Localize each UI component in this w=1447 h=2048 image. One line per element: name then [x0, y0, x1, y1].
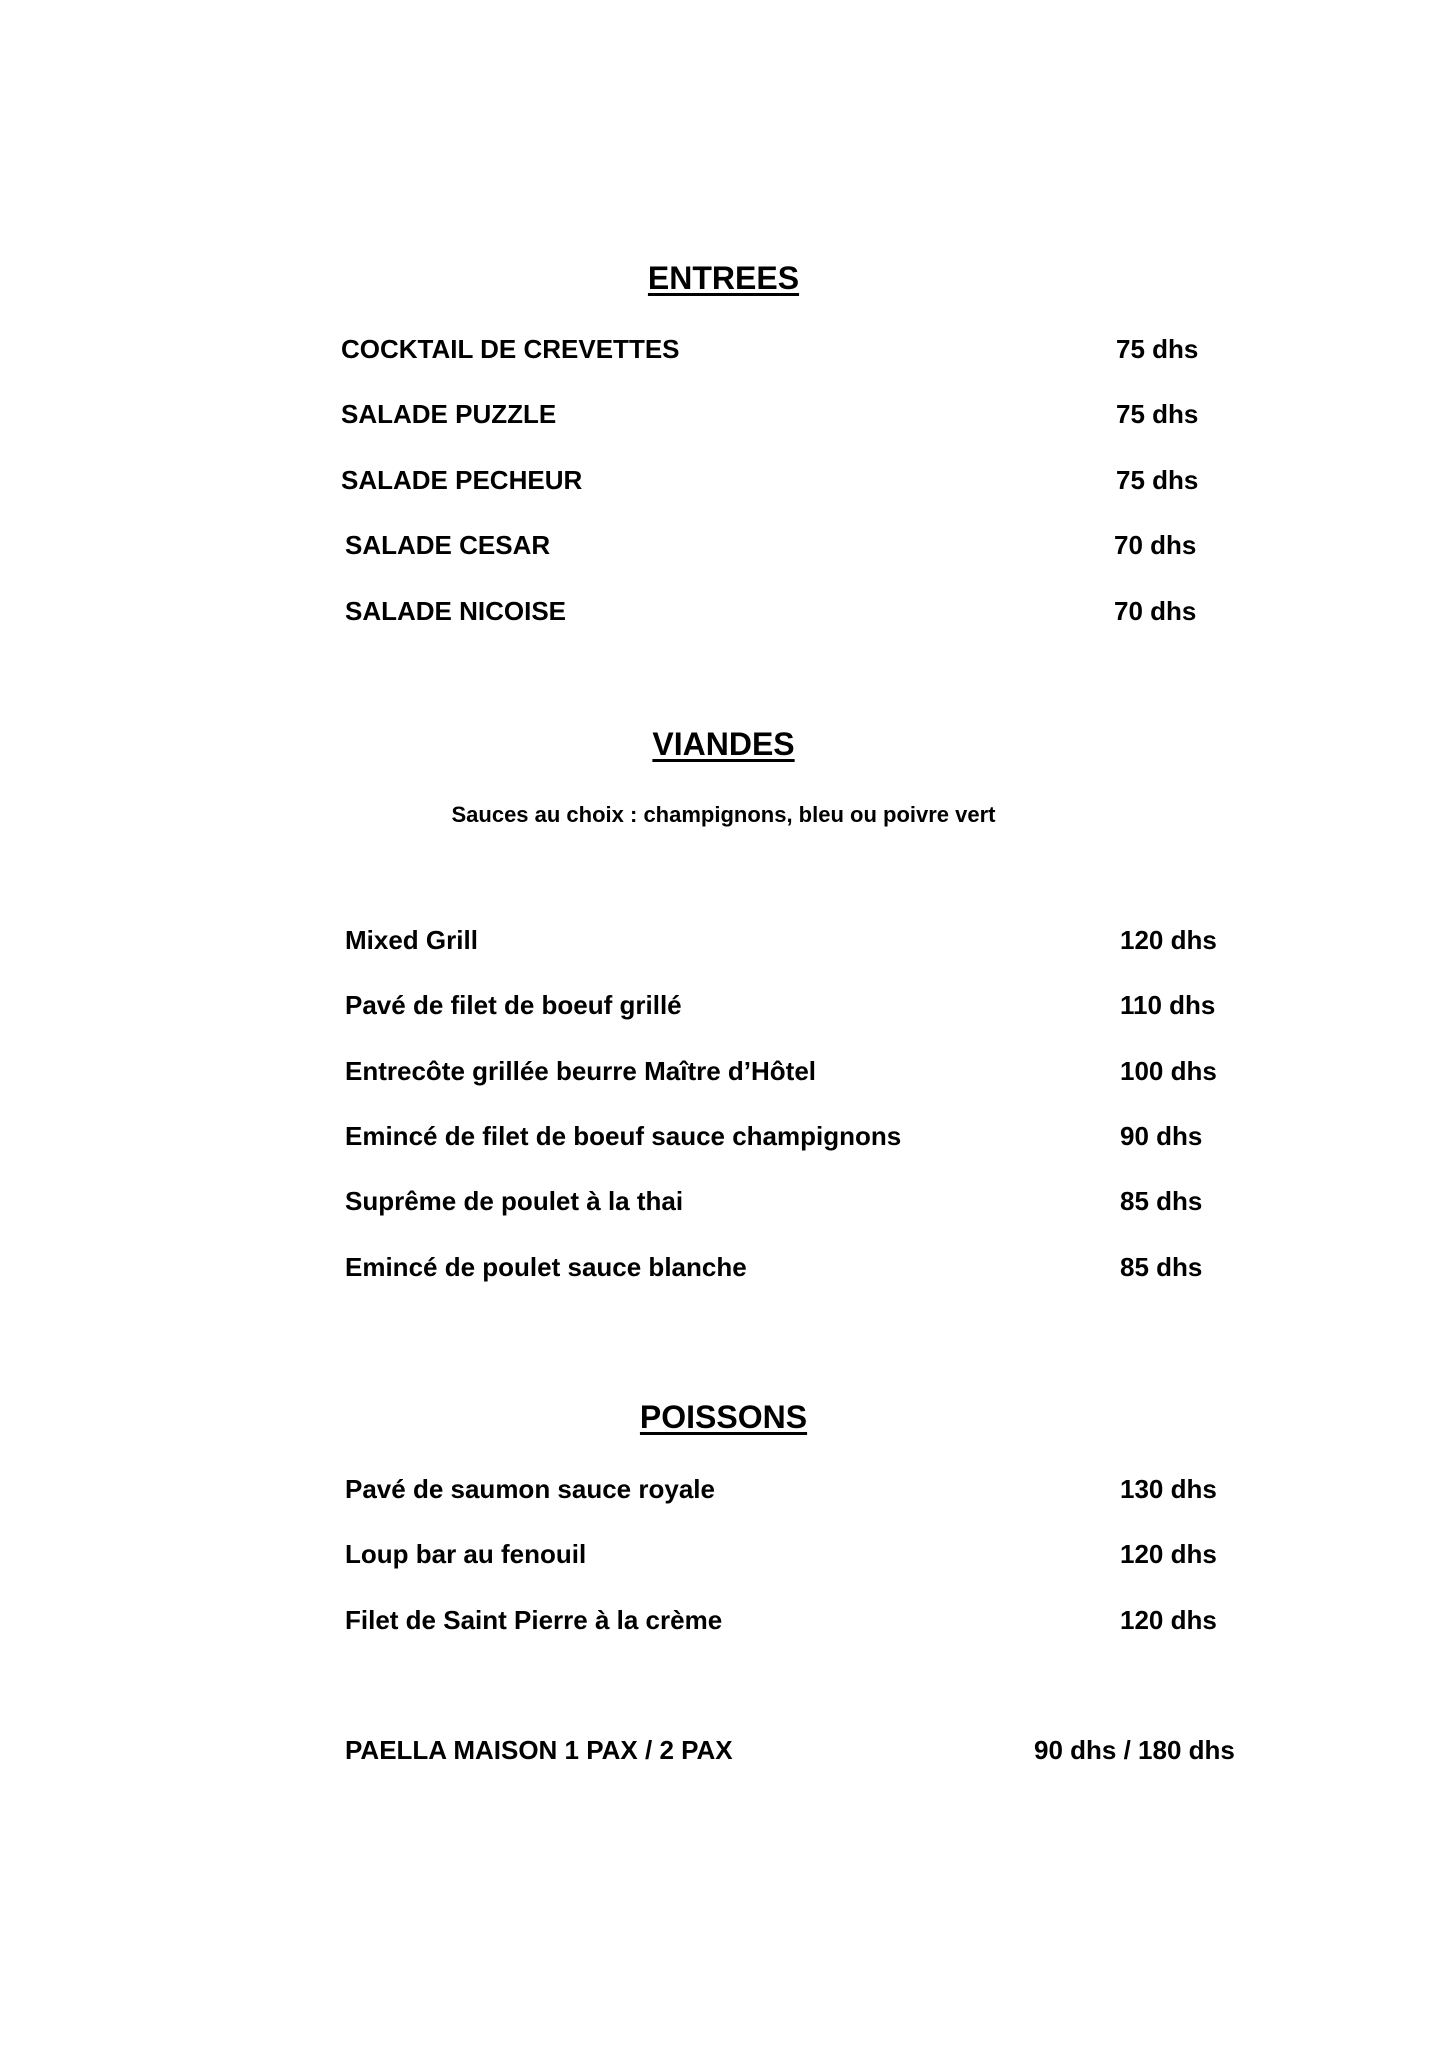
menu-item-price: 100 dhs — [1120, 1056, 1217, 1086]
menu-item-price: 130 dhs — [1120, 1474, 1217, 1504]
menu-item-name: Mixed Grill — [345, 925, 478, 955]
menu-item-price: 75 dhs — [1116, 334, 1199, 364]
menu-item — [0, 596, 1447, 626]
menu-item-price: 85 dhs — [1120, 1252, 1203, 1282]
menu-item-name: Suprême de poulet à la thai — [345, 1186, 684, 1216]
menu-item-name: COCKTAIL DE CREVETTES — [341, 334, 680, 364]
menu-item-price: 110 dhs — [1120, 990, 1216, 1020]
special-item-price: 90 dhs / 180 dhs — [1034, 1735, 1235, 1765]
menu-item — [0, 399, 1447, 429]
menu-item-name: Pavé de filet de boeuf grillé — [345, 990, 682, 1020]
menu-item-price: 120 dhs — [1120, 925, 1217, 955]
menu-item-price: 75 dhs — [1116, 399, 1199, 429]
menu-item-name: SALADE NICOISE — [345, 596, 567, 626]
menu-item — [0, 1605, 1447, 1635]
menu-item — [0, 1252, 1447, 1282]
menu-item-name: SALADE PUZZLE — [341, 399, 557, 429]
menu-item — [0, 334, 1447, 364]
section-title-entrees: ENTREES — [647, 260, 800, 296]
menu-item-price: 85 dhs — [1120, 1186, 1203, 1216]
menu-item-price: 90 dhs — [1120, 1121, 1203, 1151]
menu-item-name: SALADE CESAR — [345, 530, 551, 560]
menu-item-name: Loup bar au fenouil — [345, 1539, 587, 1569]
menu-item — [0, 1539, 1447, 1569]
menu-item-name: Entrecôte grillée beurre Maître d’Hôtel — [345, 1056, 817, 1086]
menu-item — [0, 990, 1447, 1020]
menu-item-name: SALADE PECHEUR — [341, 465, 583, 495]
menu-item-price: 120 dhs — [1120, 1539, 1217, 1569]
menu-item-name: Filet de Saint Pierre à la crème — [345, 1605, 723, 1635]
special-item-name: PAELLA MAISON 1 PAX / 2 PAX — [345, 1735, 733, 1765]
menu-item-price: 120 dhs — [1120, 1605, 1217, 1635]
menu-item — [0, 465, 1447, 495]
menu-item — [0, 925, 1447, 955]
menu-item — [0, 1186, 1447, 1216]
section-title-poissons: POISSONS — [639, 1399, 808, 1435]
special-item — [0, 1735, 1447, 1765]
menu-item-price: 70 dhs — [1114, 596, 1197, 626]
menu-item-price: 75 dhs — [1116, 465, 1199, 495]
menu-item-name: Pavé de saumon sauce royale — [345, 1474, 715, 1504]
sauce-note: Sauces au choix : champignons, bleu ou poivre vert — [451, 802, 996, 827]
menu-item — [0, 1474, 1447, 1504]
section-title-viandes: VIANDES — [652, 726, 795, 762]
menu-item — [0, 1121, 1447, 1151]
menu-item — [0, 1056, 1447, 1086]
menu-item-name: Emincé de poulet sauce blanche — [345, 1252, 747, 1282]
menu-item-price: 70 dhs — [1114, 530, 1197, 560]
menu-item-name: Emincé de filet de boeuf sauce champignons — [345, 1121, 902, 1151]
menu-item — [0, 530, 1447, 560]
